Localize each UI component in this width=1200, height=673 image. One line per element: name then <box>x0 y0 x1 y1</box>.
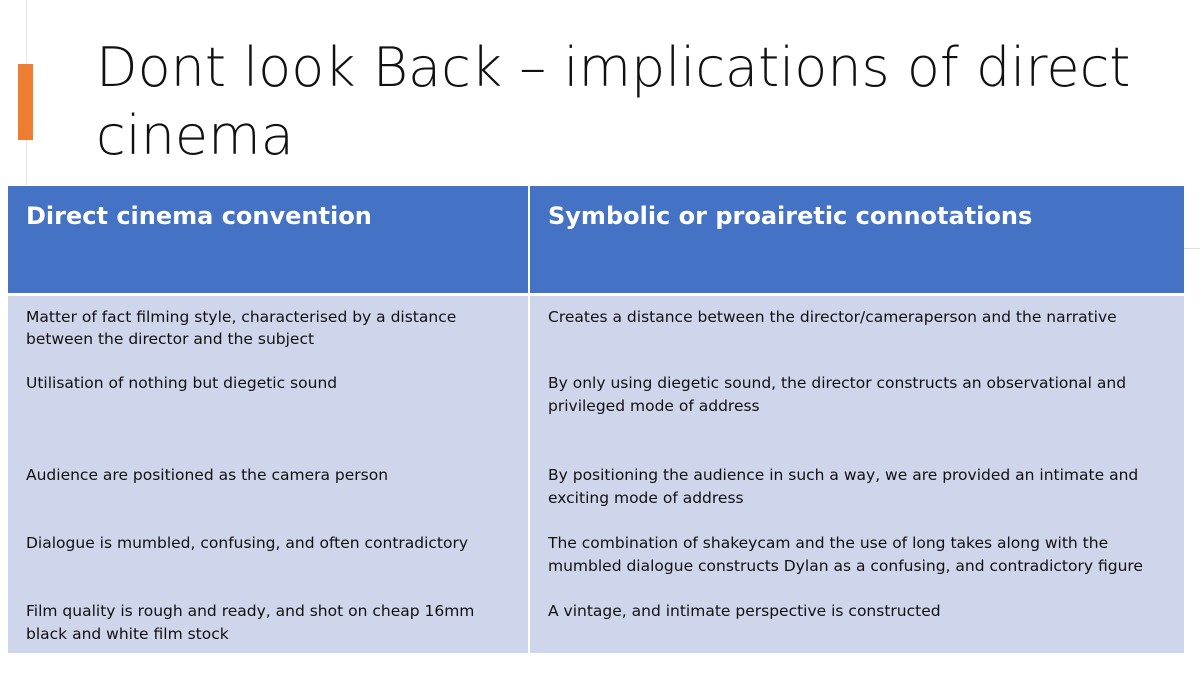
header-direct-cinema-convention: Direct cinema convention <box>8 186 529 294</box>
table-row <box>8 522 1184 590</box>
table-row <box>8 362 1184 454</box>
table-row <box>8 454 1184 522</box>
title-accent-bar <box>18 64 33 140</box>
table-row <box>8 590 1184 653</box>
right-guide-line <box>1184 248 1200 249</box>
table-header-row <box>8 186 1184 294</box>
connotation-cell: By only using diegetic sound, the director constructs an observational and privileged mode of address <box>529 362 1184 454</box>
convention-cell: Utilisation of nothing but diegetic sound <box>8 362 529 454</box>
slide-title: Dont look Back – implications of direct cinema <box>96 36 1131 167</box>
convention-cell: Dialogue is mumbled, confusing, and often contradictory <box>8 522 529 590</box>
connotation-cell: By positioning the audience in such a way, we are provided an intimate and exciting mode of address <box>529 454 1184 522</box>
conventions-table <box>8 186 1184 653</box>
header-symbolic-connotations: Symbolic or proairetic connotations <box>529 186 1184 294</box>
connotation-cell: Creates a distance between the director/cameraperson and the narrative <box>529 294 1184 362</box>
connotation-cell: The combination of shakeycam and the use of long takes along with the mumbled dialogue constructs Dylan as a confusing, and contradictory figure <box>529 522 1184 590</box>
connotation-cell: A vintage, and intimate perspective is constructed <box>529 590 1184 653</box>
convention-cell: Film quality is rough and ready, and shot on cheap 16mm black and white film stock <box>8 590 529 653</box>
convention-cell: Audience are positioned as the camera person <box>8 454 529 522</box>
convention-cell: Matter of fact filming style, characterised by a distance between the director and the subject <box>8 294 529 362</box>
table-row <box>8 294 1184 362</box>
